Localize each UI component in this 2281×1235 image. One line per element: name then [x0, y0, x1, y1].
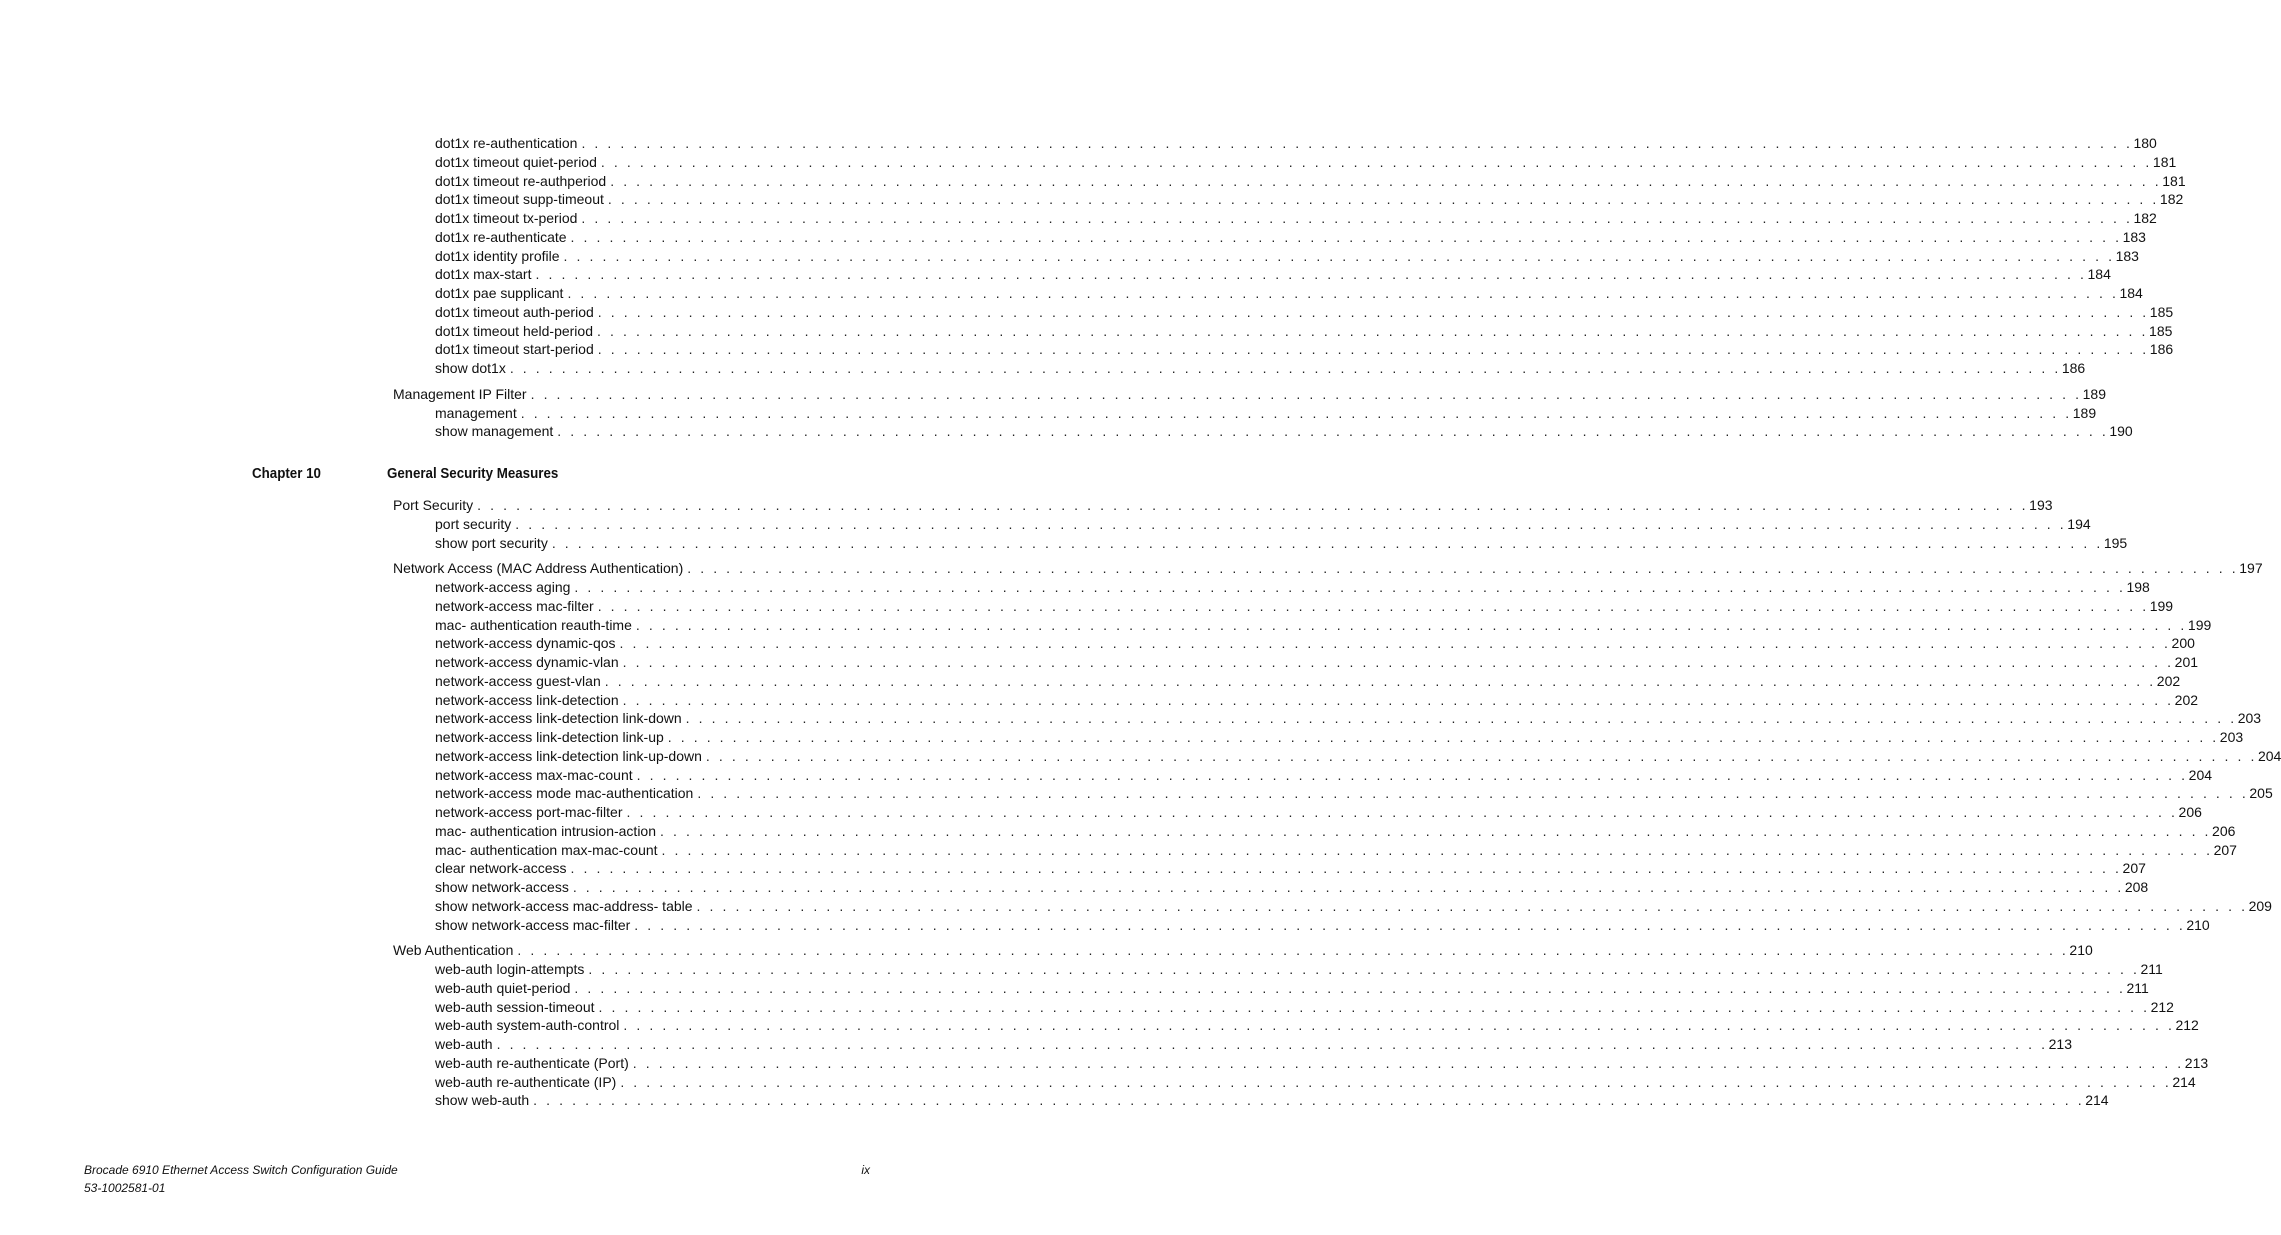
- toc-entry[interactable]: [435, 897, 2272, 916]
- toc-entry-title: dot1x re-authenticate: [435, 228, 567, 245]
- toc-page-number: 185: [2149, 303, 2174, 320]
- toc-page-number: 204: [2188, 766, 2213, 783]
- toc-entry[interactable]: [435, 616, 2212, 635]
- toc-entry[interactable]: [435, 422, 2133, 441]
- toc-dot-leader: . . . . . . . . . . . . . . . . . . . . . . . . . . . . . . . . . . . . . . . . . . . . . . . . . . . . . . . . . . . . . . . . . . . . . . . . . . . . . . . . . . . . . . . . . . . . . . . . . . . . . . . . . . . . . . . . . . . . . . . .: [496, 1036, 2048, 1052]
- toc-page-number: 206: [2212, 822, 2236, 839]
- toc-entry-title: web-auth: [435, 1036, 493, 1052]
- toc-entry-title: show network-access mac-filter: [435, 916, 631, 933]
- toc-entry-title: mac- authentication intrusion-action: [435, 822, 657, 839]
- toc-page-number: 203: [2219, 729, 2244, 745]
- toc-entry-title: dot1x timeout held-period: [435, 322, 593, 339]
- toc-page-number: 202: [2174, 691, 2199, 708]
- toc-page-number: 182: [2133, 210, 2157, 226]
- toc-entry[interactable]: [435, 172, 2186, 191]
- toc-page-number: 212: [2175, 1017, 2199, 1034]
- toc-entry[interactable]: [435, 322, 2173, 341]
- toc-dot-leader: . . . . . . . . . . . . . . . . . . . . . . . . . . . . . . . . . . . . . . . . . . . . . . . . . . . . . . . . . . . . . . . . . . . . . . . . . . . . . . . . . . . . . . . . . . . . . . . . . . . . . . . . . . . . . . . . . . . . . . . .: [634, 916, 2186, 933]
- toc-page-number: 199: [2187, 616, 2212, 633]
- toc-page-number: 211: [2126, 979, 2149, 996]
- toc-entry[interactable]: [435, 878, 2149, 897]
- toc-entry-title: network-access mode mac-authentication: [435, 785, 694, 802]
- toc-page-number: 210: [2186, 916, 2210, 933]
- toc-dot-leader: . . . . . . . . . . . . . . . . . . . . . . . . . . . . . . . . . . . . . . . . . . . . . . . . . . . . . . . . . . . . . . . . . . . . . . . . . . . . . . . . . . . . . . . . . . . . . . . . . . . . . . . . . . . . . . . . . . . . . . . .: [570, 228, 2122, 245]
- toc-page-number: 201: [2174, 654, 2199, 670]
- toc-entry-title: show web-auth: [435, 1092, 530, 1109]
- toc-page-number: 193: [2029, 497, 2053, 513]
- toc-page-number: 199: [2149, 597, 2174, 614]
- toc-entry-title: network-access aging: [435, 579, 571, 595]
- toc-dot-leader: . . . . . . . . . . . . . . . . . . . . . . . . . . . . . . . . . . . . . . . . . . . . . . . . . . . . . . . . . . . . . . . . . . . . . . . . . . . . . . . . . . . . . . . . . . . . . . . . . . . . . . . . . . . . . . . . . . . . . . . .: [620, 1073, 2172, 1090]
- toc-entry-title: Port Security: [393, 497, 474, 513]
- toc-entry-title: show network-access: [435, 879, 569, 895]
- toc-entry-title: network-access link-detection link-up: [435, 729, 664, 745]
- toc-page-number: 182: [2159, 191, 2184, 208]
- toc-entry[interactable]: [435, 803, 2202, 822]
- toc-dot-leader: . . . . . . . . . . . . . . . . . . . . . . . . . . . . . . . . . . . . . . . . . . . . . . . . . . . . . . . . . . . . . . . . . . . . . . . . . . . . . . . . . . . . . . . . . . . . . . . . . . . . . . . . . . . . . . . . . . . . . . . .: [520, 404, 2072, 421]
- toc-dot-leader: . . . . . . . . . . . . . . . . . . . . . . . . . . . . . . . . . . . . . . . . . . . . . . . . . . . . . . . . . . . . . . . . . . . . . . . . . . . . . . . . . . . . . . . . . . . . . . . . . . . . . . . . . . . . . . . . . . . . . . . .: [570, 860, 2122, 877]
- toc-entry-title: network-access link-detection link-up-down: [435, 747, 702, 764]
- toc-page-number: 190: [2109, 423, 2133, 440]
- toc-entry-title: show network-access mac-address- table: [435, 897, 693, 914]
- toc-dot-leader: . . . . . . . . . . . . . . . . . . . . . . . . . . . . . . . . . . . . . . . . . . . . . . . . . . . . . . . . . . . . . . . . . . . . . . . . . . . . . . . . . . . . . . . . . . . . . . . . . . . . . . . . . . . . . . . . . . . . . . . .: [697, 785, 2249, 802]
- toc-entry[interactable]: [435, 1073, 2196, 1092]
- toc-section-entry[interactable]: [393, 385, 2106, 404]
- toc-dot-leader: . . . . . . . . . . . . . . . . . . . . . . . . . . . . . . . . . . . . . . . . . . . . . . . . . . . . . . . . . . . . . . . . . . . . . . . . . . . . . . . . . . . . . . . . . . . . . . . . . . . . . . . . . . . . . . . . . . . . . . . .: [623, 1017, 2175, 1034]
- toc-dot-leader: . . . . . . . . . . . . . . . . . . . . . . . . . . . . . . . . . . . . . . . . . . . . . . . . . . . . . . . . . . . . . . . . . . . . . . . . . . . . . . . . . . . . . . . . . . . . . . . . . . . . . . . . . . . . . . . . . . . . . . . .: [581, 210, 2133, 226]
- toc-page-number: 205: [2249, 785, 2273, 802]
- toc-dot-leader: . . . . . . . . . . . . . . . . . . . . . . . . . . . . . . . . . . . . . . . . . . . . . . . . . . . . . . . . . . . . . . . . . . . . . . . . . . . . . . . . . . . . . . . . . . . . . . . . . . . . . . . . . . . . . . . . . . . . . . . .: [597, 341, 2149, 358]
- toc-entry[interactable]: [435, 672, 2181, 691]
- toc-entry-title: Network Access (MAC Address Authentication): [393, 560, 684, 577]
- toc-dot-leader: . . . . . . . . . . . . . . . . . . . . . . . . . . . . . . . . . . . . . . . . . . . . . . . . . . . . . . . . . . . . . . . . . . . . . . . . . . . . . . . . . . . . . . . . . . . . . . . . . . . . . . . . . . . . . . . . . . . . . . . .: [604, 672, 2156, 689]
- toc-entry[interactable]: [435, 979, 2149, 998]
- toc-entry[interactable]: [435, 247, 2139, 266]
- toc-entry-title: network-access link-detection: [435, 691, 619, 708]
- toc-entry-title: network-access port-mac-filter: [435, 804, 623, 820]
- toc-entry-title: port security: [435, 515, 512, 532]
- toc-entry[interactable]: [435, 766, 2213, 785]
- toc-page-number: 197: [2239, 560, 2263, 577]
- toc-page-number: 200: [2171, 635, 2195, 652]
- toc-dot-leader: . . . . . . . . . . . . . . . . . . . . . . . . . . . . . . . . . . . . . . . . . . . . . . . . . . . . . . . . . . . . . . . . . . . . . . . . . . . . . . . . . . . . . . . . . . . . . . . . . . . . . . . . . . . . . . . . . . . . . . . .: [622, 691, 2174, 708]
- toc-entry-title: mac- authentication max-mac-count: [435, 841, 658, 858]
- toc-page-number: 186: [2061, 360, 2086, 376]
- toc-entry-title: dot1x max-start: [435, 266, 532, 283]
- toc-entry-title: network-access dynamic-qos: [435, 635, 616, 652]
- toc-entry[interactable]: [435, 1091, 2109, 1110]
- toc-entry-title: network-access max-mac-count: [435, 766, 633, 783]
- toc-entry-title: dot1x timeout supp-timeout: [435, 191, 604, 208]
- toc-dot-leader: . . . . . . . . . . . . . . . . . . . . . . . . . . . . . . . . . . . . . . . . . . . . . . . . . . . . . . . . . . . . . . . . . . . . . . . . . . . . . . . . . . . . . . . . . . . . . . . . . . . . . . . . . . . . . . . . . . . . . . . .: [610, 172, 2162, 189]
- toc-entry[interactable]: [435, 841, 2237, 860]
- toc-entry[interactable]: [435, 634, 2195, 653]
- toc-dot-leader: . . . . . . . . . . . . . . . . . . . . . . . . . . . . . . . . . . . . . . . . . . . . . . . . . . . . . . . . . . . . . . . . . . . . . . . . . . . . . . . . . . . . . . . . . . . . . . . . . . . . . . . . . . . . . . . . . . . . . . . .: [636, 766, 2188, 783]
- toc-page-number: 211: [2140, 961, 2163, 977]
- toc-entry[interactable]: [435, 515, 2091, 534]
- toc-entry[interactable]: [435, 1035, 2072, 1054]
- toc-dot-leader: . . . . . . . . . . . . . . . . . . . . . . . . . . . . . . . . . . . . . . . . . . . . . . . . . . . . . . . . . . . . . . . . . . . . . . . . . . . . . . . . . . . . . . . . . . . . . . . . . . . . . . . . . . . . . . . . . . . . . . . .: [557, 423, 2109, 440]
- toc-entry-title: show management: [435, 423, 554, 440]
- toc-entry[interactable]: [435, 359, 2086, 378]
- toc-entry-title: mac- authentication reauth-time: [435, 616, 632, 633]
- toc-entry-title: web-auth system-auth-control: [435, 1017, 620, 1034]
- toc-page-number: 194: [2067, 515, 2091, 532]
- toc-page-number: 183: [2122, 228, 2146, 245]
- toc-entry[interactable]: [435, 134, 2157, 153]
- toc-entry-title: Web Authentication: [393, 942, 514, 959]
- toc-dot-leader: . . . . . . . . . . . . . . . . . . . . . . . . . . . . . . . . . . . . . . . . . . . . . . . . . . . . . . . . . . . . . . . . . . . . . . . . . . . . . . . . . . . . . . . . . . . . . . . . . . . . . . . . . . . . . . . . . . . . . . . .: [581, 135, 2133, 151]
- toc-entry[interactable]: [435, 998, 2174, 1017]
- toc-page-number: 207: [2122, 860, 2146, 877]
- toc-section-entry[interactable]: [393, 941, 2093, 960]
- toc-entry[interactable]: [435, 404, 2097, 423]
- toc-page-number: 181: [2162, 172, 2186, 189]
- toc-entry[interactable]: [435, 340, 2174, 359]
- toc-entry-title: web-auth re-authenticate (Port): [435, 1054, 629, 1071]
- toc-dot-leader: . . . . . . . . . . . . . . . . . . . . . . . . . . . . . . . . . . . . . . . . . . . . . . . . . . . . . . . . . . . . . . . . . . . . . . . . . . . . . . . . . . . . . . . . . . . . . . . . . . . . . . . . . . . . . . . . . . . . . . . .: [574, 979, 2126, 996]
- toc-dot-leader: . . . . . . . . . . . . . . . . . . . . . . . . . . . . . . . . . . . . . . . . . . . . . . . . . . . . . . . . . . . . . . . . . . . . . . . . . . . . . . . . . . . . . . . . . . . . . . . . . . . . . . . . . . . . . . . . . . . . . . . .: [574, 579, 2126, 595]
- toc-page-number: 184: [2119, 285, 2143, 301]
- toc-page-number: 186: [2149, 341, 2174, 358]
- toc-entry-title: web-auth session-timeout: [435, 998, 595, 1015]
- toc-page-number: 206: [2178, 804, 2202, 820]
- toc-entry[interactable]: [435, 265, 2111, 284]
- toc-dot-leader: . . . . . . . . . . . . . . . . . . . . . . . . . . . . . . . . . . . . . . . . . . . . . . . . . . . . . . . . . . . . . . . . . . . . . . . . . . . . . . . . . . . . . . . . . . . . . . . . . . . . . . . . . . . . . . . . . . . . . . . .: [517, 942, 2069, 959]
- toc-dot-leader: . . . . . . . . . . . . . . . . . . . . . . . . . . . . . . . . . . . . . . . . . . . . . . . . . . . . . . . . . . . . . . . . . . . . . . . . . . . . . . . . . . . . . . . . . . . . . . . . . . . . . . . . . . . . . . . . . . . . . . . .: [551, 534, 2103, 551]
- toc-page-number: 212: [2150, 998, 2174, 1015]
- toc-entry[interactable]: [435, 1016, 2199, 1035]
- toc-dot-leader: . . . . . . . . . . . . . . . . . . . . . . . . . . . . . . . . . . . . . . . . . . . . . . . . . . . . . . . . . . . . . . . . . . . . . . . . . . . . . . . . . . . . . . . . . . . . . . . . . . . . . . . . . . . . . . . . . . . . . . . .: [622, 654, 2174, 670]
- toc-page-number: 195: [2103, 534, 2128, 551]
- toc-entry[interactable]: [435, 653, 2199, 672]
- toc-dot-leader: . . . . . . . . . . . . . . . . . . . . . . . . . . . . . . . . . . . . . . . . . . . . . . . . . . . . . . . . . . . . . . . . . . . . . . . . . . . . . . . . . . . . . . . . . . . . . . . . . . . . . . . . . . . . . . . . . . . . . . . .: [660, 822, 2212, 839]
- toc-dot-leader: . . . . . . . . . . . . . . . . . . . . . . . . . . . . . . . . . . . . . . . . . . . . . . . . . . . . . . . . . . . . . . . . . . . . . . . . . . . . . . . . . . . . . . . . . . . . . . . . . . . . . . . . . . . . . . . . . . . . . . . .: [632, 1054, 2184, 1071]
- toc-entry-title: network-access mac-filter: [435, 597, 594, 614]
- toc-entry-title: dot1x pae supplicant: [435, 285, 564, 301]
- toc-entry[interactable]: [435, 303, 2174, 322]
- toc-page-number: 213: [2048, 1036, 2072, 1052]
- toc-dot-leader: . . . . . . . . . . . . . . . . . . . . . . . . . . . . . . . . . . . . . . . . . . . . . . . . . . . . . . . . . . . . . . . . . . . . . . . . . . . . . . . . . . . . . . . . . . . . . . . . . . . . . . . . . . . . . . . . . . . . . . . .: [600, 153, 2152, 170]
- toc-page-number: 185: [2149, 322, 2173, 339]
- footer-page-number: ix: [861, 1163, 870, 1177]
- toc-entry[interactable]: [435, 709, 2262, 728]
- toc-page-number: 184: [2087, 266, 2111, 283]
- toc-dot-leader: . . . . . . . . . . . . . . . . . . . . . . . . . . . . . . . . . . . . . . . . . . . . . . . . . . . . . . . . . . . . . . . . . . . . . . . . . . . . . . . . . . . . . . . . . . . . . . . . . . . . . . . . . . . . . . . . . . . . . . . .: [477, 497, 2029, 513]
- toc-page-number: 214: [2172, 1073, 2196, 1090]
- toc-entry[interactable]: [435, 1054, 2209, 1073]
- toc-entry-title: dot1x timeout start-period: [435, 341, 594, 358]
- toc-page-number: 183: [2115, 247, 2139, 264]
- toc-dot-leader: . . . . . . . . . . . . . . . . . . . . . . . . . . . . . . . . . . . . . . . . . . . . . . . . . . . . . . . . . . . . . . . . . . . . . . . . . . . . . . . . . . . . . . . . . . . . . . . . . . . . . . . . . . . . . . . . . . . . . . . .: [597, 322, 2149, 339]
- toc-entry[interactable]: [435, 284, 2143, 303]
- toc-dot-leader: . . . . . . . . . . . . . . . . . . . . . . . . . . . . . . . . . . . . . . . . . . . . . . . . . . . . . . . . . . . . . . . . . . . . . . . . . . . . . . . . . . . . . . . . . . . . . . . . . . . . . . . . . . . . . . . . . . . . . . . .: [661, 841, 2213, 858]
- toc-entry[interactable]: [435, 822, 2236, 841]
- toc-entry-title: clear network-access: [435, 860, 567, 877]
- toc-dot-leader: . . . . . . . . . . . . . . . . . . . . . . . . . . . . . . . . . . . . . . . . . . . . . . . . . . . . . . . . . . . . . . . . . . . . . . . . . . . . . . . . . . . . . . . . . . . . . . . . . . . . . . . . . . . . . . . . . . . . . . . .: [588, 961, 2140, 977]
- toc-dot-leader: . . . . . . . . . . . . . . . . . . . . . . . . . . . . . . . . . . . . . . . . . . . . . . . . . . . . . . . . . . . . . . . . . . . . . . . . . . . . . . . . . . . . . . . . . . . . . . . . . . . . . . . . . . . . . . . . . . . . . . . .: [535, 266, 2087, 283]
- footer-document-number: 53-1002581-01: [84, 1181, 166, 1195]
- toc-entry[interactable]: [435, 728, 2244, 747]
- toc-dot-leader: . . . . . . . . . . . . . . . . . . . . . . . . . . . . . . . . . . . . . . . . . . . . . . . . . . . . . . . . . . . . . . . . . . . . . . . . . . . . . . . . . . . . . . . . . . . . . . . . . . . . . . . . . . . . . . . . . . . . . . . .: [626, 804, 2178, 820]
- toc-page-number: 207: [2213, 841, 2237, 858]
- toc-entry-title: dot1x identity profile: [435, 247, 560, 264]
- toc-entry-title: show port security: [435, 534, 548, 551]
- toc-dot-leader: . . . . . . . . . . . . . . . . . . . . . . . . . . . . . . . . . . . . . . . . . . . . . . . . . . . . . . . . . . . . . . . . . . . . . . . . . . . . . . . . . . . . . . . . . . . . . . . . . . . . . . . . . . . . . . . . . . . . . . . .: [619, 635, 2171, 652]
- toc-entry-title: network-access dynamic-vlan: [435, 654, 619, 670]
- toc-dot-leader: . . . . . . . . . . . . . . . . . . . . . . . . . . . . . . . . . . . . . . . . . . . . . . . . . . . . . . . . . . . . . . . . . . . . . . . . . . . . . . . . . . . . . . . . . . . . . . . . . . . . . . . . . . . . . . . . . . . . . . . .: [597, 303, 2149, 320]
- toc-dot-leader: . . . . . . . . . . . . . . . . . . . . . . . . . . . . . . . . . . . . . . . . . . . . . . . . . . . . . . . . . . . . . . . . . . . . . . . . . . . . . . . . . . . . . . . . . . . . . . . . . . . . . . . . . . . . . . . . . . . . . . . .: [515, 515, 2067, 532]
- toc-page-number: 189: [2072, 404, 2097, 421]
- toc-dot-leader: . . . . . . . . . . . . . . . . . . . . . . . . . . . . . . . . . . . . . . . . . . . . . . . . . . . . . . . . . . . . . . . . . . . . . . . . . . . . . . . . . . . . . . . . . . . . . . . . . . . . . . . . . . . . . . . . . . . . . . . .: [696, 897, 2248, 914]
- toc-page-number: 214: [2085, 1092, 2109, 1109]
- chapter-label: Chapter 10: [252, 466, 321, 482]
- toc-page-number: 180: [2133, 135, 2157, 151]
- toc-entry-title: dot1x timeout re-authperiod: [435, 172, 607, 189]
- toc-dot-leader: . . . . . . . . . . . . . . . . . . . . . . . . . . . . . . . . . . . . . . . . . . . . . . . . . . . . . . . . . . . . . . . . . . . . . . . . . . . . . . . . . . . . . . . . . . . . . . . . . . . . . . . . . . . . . . . . . . . . . . . .: [597, 597, 2149, 614]
- toc-dot-leader: . . . . . . . . . . . . . . . . . . . . . . . . . . . . . . . . . . . . . . . . . . . . . . . . . . . . . . . . . . . . . . . . . . . . . . . . . . . . . . . . . . . . . . . . . . . . . . . . . . . . . . . . . . . . . . . . . . . . . . . .: [607, 191, 2159, 208]
- toc-entry-title: network-access link-detection link-down: [435, 710, 682, 727]
- toc-entry[interactable]: [435, 691, 2199, 710]
- toc-entry[interactable]: [435, 960, 2163, 979]
- toc-entry[interactable]: [435, 209, 2157, 228]
- toc-dot-leader: . . . . . . . . . . . . . . . . . . . . . . . . . . . . . . . . . . . . . . . . . . . . . . . . . . . . . . . . . . . . . . . . . . . . . . . . . . . . . . . . . . . . . . . . . . . . . . . . . . . . . . . . . . . . . . . . . . . . . . . .: [533, 1092, 2085, 1109]
- toc-entry[interactable]: [435, 190, 2184, 209]
- toc-entry-title: network-access guest-vlan: [435, 672, 601, 689]
- toc-entry-title: web-auth login-attempts: [435, 961, 585, 977]
- toc-page-number: 208: [2124, 879, 2149, 895]
- toc-entry[interactable]: [435, 916, 2210, 935]
- toc-entry-title: web-auth re-authenticate (IP): [435, 1073, 617, 1090]
- toc-entry[interactable]: [435, 784, 2273, 803]
- toc-entry-title: show dot1x: [435, 360, 506, 376]
- toc-entry-title: dot1x timeout tx-period: [435, 210, 578, 226]
- toc-page-number: 209: [2248, 897, 2272, 914]
- toc-dot-leader: . . . . . . . . . . . . . . . . . . . . . . . . . . . . . . . . . . . . . . . . . . . . . . . . . . . . . . . . . . . . . . . . . . . . . . . . . . . . . . . . . . . . . . . . . . . . . . . . . . . . . . . . . . . . . . . . . . . . . . . .: [509, 360, 2061, 376]
- toc-page-number: 204: [2257, 747, 2281, 764]
- toc-dot-leader: . . . . . . . . . . . . . . . . . . . . . . . . . . . . . . . . . . . . . . . . . . . . . . . . . . . . . . . . . . . . . . . . . . . . . . . . . . . . . . . . . . . . . . . . . . . . . . . . . . . . . . . . . . . . . . . . . . . . . . . .: [667, 729, 2219, 745]
- chapter-title: General Security Measures: [387, 466, 559, 482]
- toc-entry-title: dot1x re-authentication: [435, 135, 578, 151]
- toc-entry-title: dot1x timeout quiet-period: [435, 153, 597, 170]
- toc-page-number: 210: [2069, 942, 2093, 959]
- toc-entry[interactable]: [435, 228, 2146, 247]
- toc-page-number: 202: [2156, 672, 2181, 689]
- toc-dot-leader: . . . . . . . . . . . . . . . . . . . . . . . . . . . . . . . . . . . . . . . . . . . . . . . . . . . . . . . . . . . . . . . . . . . . . . . . . . . . . . . . . . . . . . . . . . . . . . . . . . . . . . . . . . . . . . . . . . . . . . . .: [685, 710, 2237, 727]
- toc-entry-title: web-auth quiet-period: [435, 979, 571, 996]
- footer-document-title: Brocade 6910 Ethernet Access Switch Configuration Guide: [84, 1163, 398, 1177]
- toc-entry[interactable]: [435, 597, 2174, 616]
- toc-section-entry[interactable]: [393, 496, 2053, 515]
- toc-dot-leader: . . . . . . . . . . . . . . . . . . . . . . . . . . . . . . . . . . . . . . . . . . . . . . . . . . . . . . . . . . . . . . . . . . . . . . . . . . . . . . . . . . . . . . . . . . . . . . . . . . . . . . . . . . . . . . . . . . . . . . . .: [572, 879, 2124, 895]
- toc-page-number: 213: [2184, 1054, 2209, 1071]
- toc-dot-leader: . . . . . . . . . . . . . . . . . . . . . . . . . . . . . . . . . . . . . . . . . . . . . . . . . . . . . . . . . . . . . . . . . . . . . . . . . . . . . . . . . . . . . . . . . . . . . . . . . . . . . . . . . . . . . . . . . . . . . . . .: [567, 285, 2119, 301]
- toc-dot-leader: . . . . . . . . . . . . . . . . . . . . . . . . . . . . . . . . . . . . . . . . . . . . . . . . . . . . . . . . . . . . . . . . . . . . . . . . . . . . . . . . . . . . . . . . . . . . . . . . . . . . . . . . . . . . . . . . . . . . . . . .: [563, 247, 2115, 264]
- toc-section-entry[interactable]: [393, 559, 2263, 578]
- toc-entry[interactable]: [435, 153, 2177, 172]
- toc-entry[interactable]: [435, 859, 2146, 878]
- toc-dot-leader: . . . . . . . . . . . . . . . . . . . . . . . . . . . . . . . . . . . . . . . . . . . . . . . . . . . . . . . . . . . . . . . . . . . . . . . . . . . . . . . . . . . . . . . . . . . . . . . . . . . . . . . . . . . . . . . . . . . . . . . .: [598, 998, 2150, 1015]
- toc-page-number: 181: [2152, 153, 2177, 170]
- toc-entry[interactable]: [435, 578, 2150, 597]
- toc-page-number: 198: [2126, 579, 2150, 595]
- toc-page-number: 203: [2237, 710, 2262, 727]
- toc-entry-title: Management IP Filter: [393, 385, 527, 402]
- toc-dot-leader: . . . . . . . . . . . . . . . . . . . . . . . . . . . . . . . . . . . . . . . . . . . . . . . . . . . . . . . . . . . . . . . . . . . . . . . . . . . . . . . . . . . . . . . . . . . . . . . . . . . . . . . . . . . . . . . . . . . . . . . .: [705, 747, 2257, 764]
- toc-entry-title: management: [435, 404, 517, 421]
- toc-dot-leader: . . . . . . . . . . . . . . . . . . . . . . . . . . . . . . . . . . . . . . . . . . . . . . . . . . . . . . . . . . . . . . . . . . . . . . . . . . . . . . . . . . . . . . . . . . . . . . . . . . . . . . . . . . . . . . . . . . . . . . . .: [635, 616, 2187, 633]
- toc-dot-leader: . . . . . . . . . . . . . . . . . . . . . . . . . . . . . . . . . . . . . . . . . . . . . . . . . . . . . . . . . . . . . . . . . . . . . . . . . . . . . . . . . . . . . . . . . . . . . . . . . . . . . . . . . . . . . . . . . . . . . . . .: [687, 560, 2239, 577]
- toc-dot-leader: . . . . . . . . . . . . . . . . . . . . . . . . . . . . . . . . . . . . . . . . . . . . . . . . . . . . . . . . . . . . . . . . . . . . . . . . . . . . . . . . . . . . . . . . . . . . . . . . . . . . . . . . . . . . . . . . . . . . . . . .: [530, 385, 2082, 402]
- toc-entry[interactable]: [435, 534, 2128, 553]
- toc-entry-title: dot1x timeout auth-period: [435, 303, 594, 320]
- toc-page-number: 189: [2082, 385, 2106, 402]
- toc-entry[interactable]: [435, 747, 2281, 766]
